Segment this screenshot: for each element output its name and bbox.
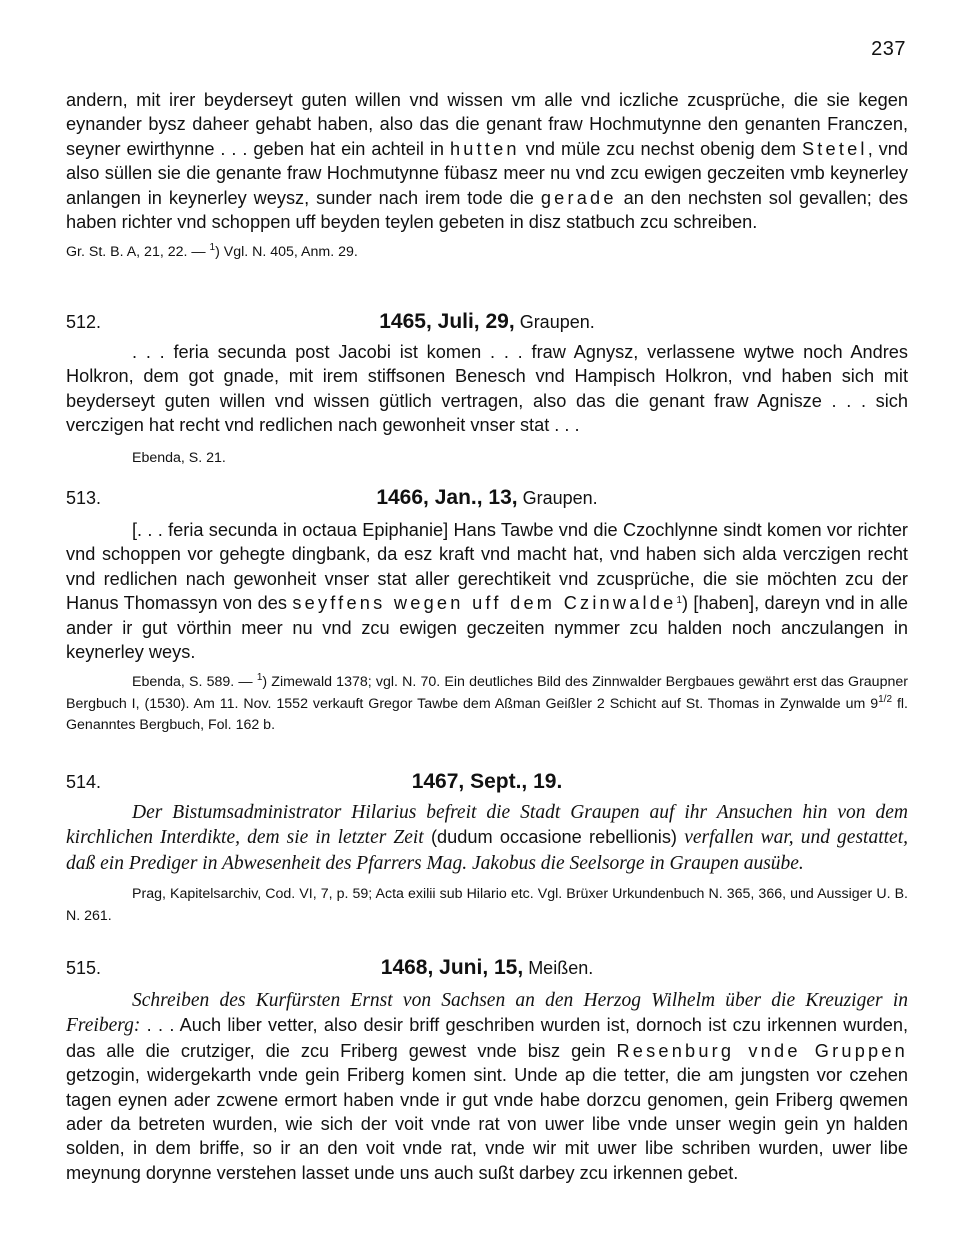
entry-515 — [66, 988, 908, 1185]
entry-date-line — [66, 486, 908, 510]
spaced-word: hutten — [449, 138, 520, 159]
footnote-marker: 1 — [209, 242, 216, 254]
entry-text: . . . feria secunda post Jacobi ist komen . . . fraw Agnysz, verlassene wytwe noch Andres Holkron, dem got gnade, mit irem stiffsonen Benesch vnd Hampisch Holkron, vnd haben sich mit beyderseyt guten willen vnd wissen gütlich vertragen, also das die genant fraw Agnisze . . . sich verczigen hat recht vnd redlichen nach gewonheit vnser stat . . . — [66, 342, 908, 436]
entry-date: 1465, Juli, 29, — [379, 310, 515, 333]
entry-513 — [66, 518, 908, 737]
entry-regest: Der Bistumsadministrator Hilarius befreit die Stadt Graupen auf ihr Ansuchen hin von dem kirchlichen Interdikte, dem sie in letzter Zeit (dudum occasione rebellionis) verfallen war, und gestattet, daß ein Prediger in Abwesenheit des Pfarrers Mag. Jakobus die Seelsorge in Graupen ausübe. — [66, 802, 908, 874]
continued-entry — [66, 88, 908, 264]
entry-number: 515. — [66, 958, 102, 978]
entry-513-heading — [66, 486, 908, 514]
entry-date-line — [66, 956, 908, 980]
entry-date: 1466, Jan., 13, — [376, 486, 518, 509]
entry-date-line — [66, 310, 908, 334]
text-line: eynander bysz daheer gehabt haben, also das die genant fraw Hochmutynne den genanten Franczen, — [66, 114, 908, 135]
entry-text: Schreiben des Kurfürsten Ernst von Sachsen an den Herzog Wilhelm über die Kreuziger in Freiberg: . . . Auch liber vetter, also desir briff geschriben wurden ist, dornoch ist czu irkennen wurden, das alle die crutziger, die zcu Friberg gewest vnde bisz gein Resenburg vnde Gruppen getzogin, widergekarth vnde gein Friberg komen sint. Unde ap die tetter, die am jungsten vor czehen tagen eynen ader zcwene ermort haben vnde ir gut vnde habe dorzcu genomen, gein Friberg qwemen ader da betreten wurden, wie sich der voit vnde rat von uwer libe vnde unser wegin gein yn halden solden, in dem briffe, so ir an den voit vnde rat, vnde wir mit uwer libe schriben wurden, uwer libe meynung dorynne verstehen lasset unde uns auch sußt darbey zcu irkennen gebet. — [66, 990, 908, 1183]
entry-514-heading — [66, 770, 908, 798]
text-line: seyner ewirthynne . . . geben hat ein achteil in — [66, 138, 450, 159]
text-line: andern, mit irer beyderseyt guten willen vnd wissen vm alle vnd iczliche zcusprüche, die sie kegen — [66, 90, 908, 110]
spaced-word: gerade — [540, 187, 617, 208]
entry-date: 1468, Juni, 15, — [380, 956, 524, 979]
continued-text — [66, 88, 908, 234]
text-line: anlangen in keynerley weysz, sunder nach irem tode die — [66, 187, 541, 208]
spaced-phrase: Resenburg vnde Gruppen — [616, 1040, 908, 1061]
source-note: Ebenda, S. 589. — $^1$) Zimewald 1378; vgl. N. 70. Ein deutliches Bild des Zinnwalder Bergbaues gewährt erst das Graupner Bergbuch I, (1530). Am 11. Nov. 1552 verkauft Gregor Tawbe dem Aßman Geißler 2 Schicht auf St. Thomas in Zynwalde um $9^{1/2}$ fl. Genanntes Bergbuch, Fol. 162 b. — [66, 672, 908, 734]
entry-number: 513. — [66, 488, 102, 508]
entry-date-line — [66, 770, 908, 794]
spaced-word: Stetel — [801, 138, 868, 159]
entry-text: [. . . feria secunda in octaua Epiphanie] Hans Tawbe vnd die Czochlynne sindt komen vor richter vnd schoppen vor gehegte dingbank, da esz kraft vnd macht hat, vnd haben sich alda verczigen recht vnd redlichen nach gewonheit vnser stat aller gerechtikeit vnd zcusprüche, die sie möchten zcu der Hanus Thomassyn von des seyffens wegen uff dem Czinwalde$^1$) [haben], dareyn vnd in alle ander ir gut vörthin meer nu vnd zcu ewigen geczeiten nymmer zcu halden noch anczulangen in keynerley weys. — [66, 520, 908, 663]
entry-number: 514. — [66, 772, 102, 792]
spaced-phrase: seyffens wegen uff dem Czinwalde — [292, 593, 677, 614]
fraction: 1/2 — [878, 693, 893, 705]
text-line: also süllen sie die genante fraw Hochmutynne fübasz meer nu vnd zcu ewigen geczeiten vmb keynerley — [66, 163, 908, 184]
page-number: 237 — [871, 38, 906, 60]
text-fragment: , vnd — [867, 138, 909, 159]
entry-date: 1467, Sept., 19. — [411, 770, 563, 793]
footnote-marker: 1 — [676, 595, 682, 607]
entry-number: 512. — [66, 312, 102, 332]
text-fragment: vnd müle zcu nechst obenig dem — [519, 138, 802, 159]
text-fragment: an den nechsten sol gevallen; des haben — [66, 187, 909, 233]
source-note: Prag, Kapitelsarchiv, Cod. VI, 7, p. 59; Acta exilii sub Hilario etc. Vgl. Brüxer Urkundenbuch N. 365, 366, und Aussiger U. B. N. 261. — [66, 886, 908, 924]
entry-place: Graupen. — [517, 488, 598, 508]
source-note: Gr. St. B. A, 21, 22. — $^1$) Vgl. N. 405, Anm. 29. — [66, 242, 358, 261]
entry-512 — [66, 340, 908, 469]
entry-512-heading — [66, 310, 908, 338]
text-line: richter vnd schoppen uff beyden teylen gebeten in disz statbuch zcu schreiben. — [121, 212, 758, 233]
entry-place: Graupen. — [514, 312, 595, 332]
source-note: Ebenda, S. 21. — [132, 449, 226, 466]
entry-place: Meißen. — [523, 958, 594, 978]
entry-515-heading — [66, 956, 908, 984]
footnote-marker: 1 — [256, 672, 263, 684]
entry-514 — [66, 800, 908, 927]
